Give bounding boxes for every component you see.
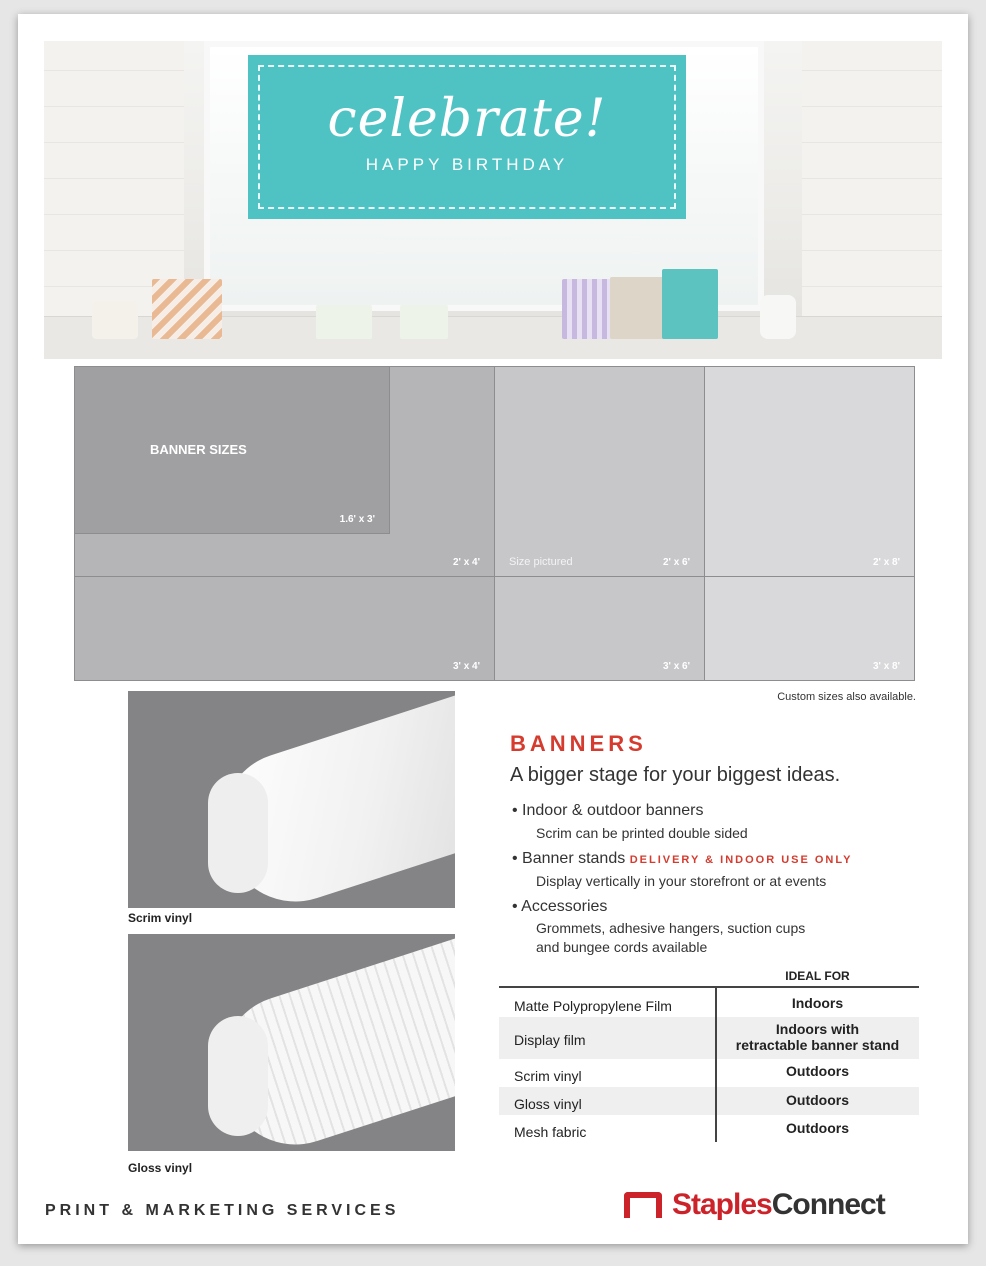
- scrim-roll-end: [208, 773, 268, 893]
- bullet-indoor-outdoor: • Indoor & outdoor banners: [512, 802, 704, 819]
- gift-bag-silver: [610, 277, 666, 339]
- size-label-2x8: 2' x 8': [873, 557, 900, 568]
- material-cell: Scrim vinyl: [514, 1068, 582, 1084]
- page: [18, 14, 968, 1244]
- size-cell-1-6x3: [74, 366, 390, 534]
- logo-word-connect: Connect: [771, 1188, 885, 1221]
- size-cell-3x4: [74, 576, 495, 681]
- bullet-banner-stands-label: • Banner stands: [512, 850, 626, 867]
- size-label-3x6: 3' x 6': [663, 661, 690, 672]
- table-row: [499, 989, 919, 1017]
- celebrate-banner: [248, 55, 686, 219]
- size-label-3x4: 3' x 4': [453, 661, 480, 672]
- ideal-cell-line2: retractable banner stand: [735, 1037, 900, 1053]
- logo-wordmark: [672, 1188, 885, 1222]
- table-top-rule: [499, 986, 919, 988]
- gift-bag-teal: [662, 269, 718, 339]
- banner-subtitle: HAPPY BIRTHDAY: [365, 155, 569, 174]
- utensil-crock: [92, 301, 138, 339]
- table-column-divider: [715, 987, 717, 1142]
- ideal-for-header: IDEAL FOR: [785, 969, 850, 983]
- ideal-cell: Indoors: [791, 995, 844, 1011]
- size-cell-2x8: [704, 366, 915, 577]
- table-row: [499, 1115, 919, 1143]
- bullet-banner-stands-sub: Display vertically in your storefront or at events: [536, 873, 827, 889]
- material-cell: Matte Polypropylene Film: [514, 998, 672, 1014]
- staples-logo-icon: [624, 1192, 662, 1218]
- ideal-cell: Outdoors: [786, 1120, 849, 1136]
- size-cell-2x6: [494, 366, 705, 577]
- banners-subheading: A bigger stage for your biggest ideas.: [510, 764, 841, 786]
- material-cell: Mesh fabric: [514, 1124, 587, 1140]
- gift-bag-animals-2: [400, 305, 448, 339]
- bullet-accessories-sub-1: Grommets, adhesive hangers, suction cups: [536, 920, 806, 936]
- scrim-vinyl-photo: [128, 691, 455, 908]
- bullet-banner-stands: [512, 850, 852, 868]
- wall-tiles-right: [802, 41, 942, 359]
- table-row: [499, 1017, 919, 1059]
- ideal-cell: Outdoors: [786, 1063, 849, 1079]
- size-cell-3x6: [494, 576, 705, 681]
- footer-tagline: PRINT & MARKETING SERVICES: [45, 1202, 400, 1219]
- bullet-accessories: • Accessories: [512, 898, 608, 915]
- size-pictured-note: Size pictured: [509, 556, 573, 568]
- size-label-3x8: 3' x 8': [873, 661, 900, 672]
- gloss-roll-end: [208, 1016, 268, 1136]
- bullet-indoor-outdoor-sub: Scrim can be printed double sided: [536, 825, 748, 841]
- ideal-cell: Outdoors: [786, 1092, 849, 1108]
- gift-bag-animals-1: [316, 305, 372, 339]
- table-row: [499, 1087, 919, 1115]
- table-row: [499, 1059, 919, 1087]
- custom-sizes-note: Custom sizes also available.: [777, 691, 916, 703]
- banners-heading: BANNERS: [510, 731, 647, 756]
- ideal-cell: Indoors with: [775, 1021, 860, 1037]
- gift-bag-purple: [562, 279, 614, 339]
- size-cell-3x8: [704, 576, 915, 681]
- logo-word-staples: Staples: [672, 1188, 772, 1221]
- banner-title: celebrate!: [327, 89, 607, 149]
- hero-photo: [44, 41, 942, 359]
- banner-sizes-grid: [74, 366, 915, 681]
- gift-bag-striped: [152, 279, 222, 339]
- gloss-vinyl-caption: Gloss vinyl: [128, 1161, 193, 1175]
- gloss-vinyl-photo: [128, 934, 455, 1151]
- flower-pitcher: [760, 295, 796, 339]
- scrim-vinyl-caption: Scrim vinyl: [128, 911, 193, 925]
- size-label-1-6x3: 1.6' x 3': [339, 514, 375, 525]
- delivery-indoor-tag: DELIVERY & INDOOR USE ONLY: [629, 854, 853, 866]
- material-cell: Gloss vinyl: [514, 1096, 582, 1112]
- size-label-2x6: 2' x 6': [663, 557, 690, 568]
- size-label-2x4: 2' x 4': [453, 557, 480, 568]
- bullet-accessories-sub-2: and bungee cords available: [536, 939, 708, 955]
- material-cell: Display film: [514, 1032, 586, 1048]
- sizes-title: BANNER SIZES: [150, 442, 247, 457]
